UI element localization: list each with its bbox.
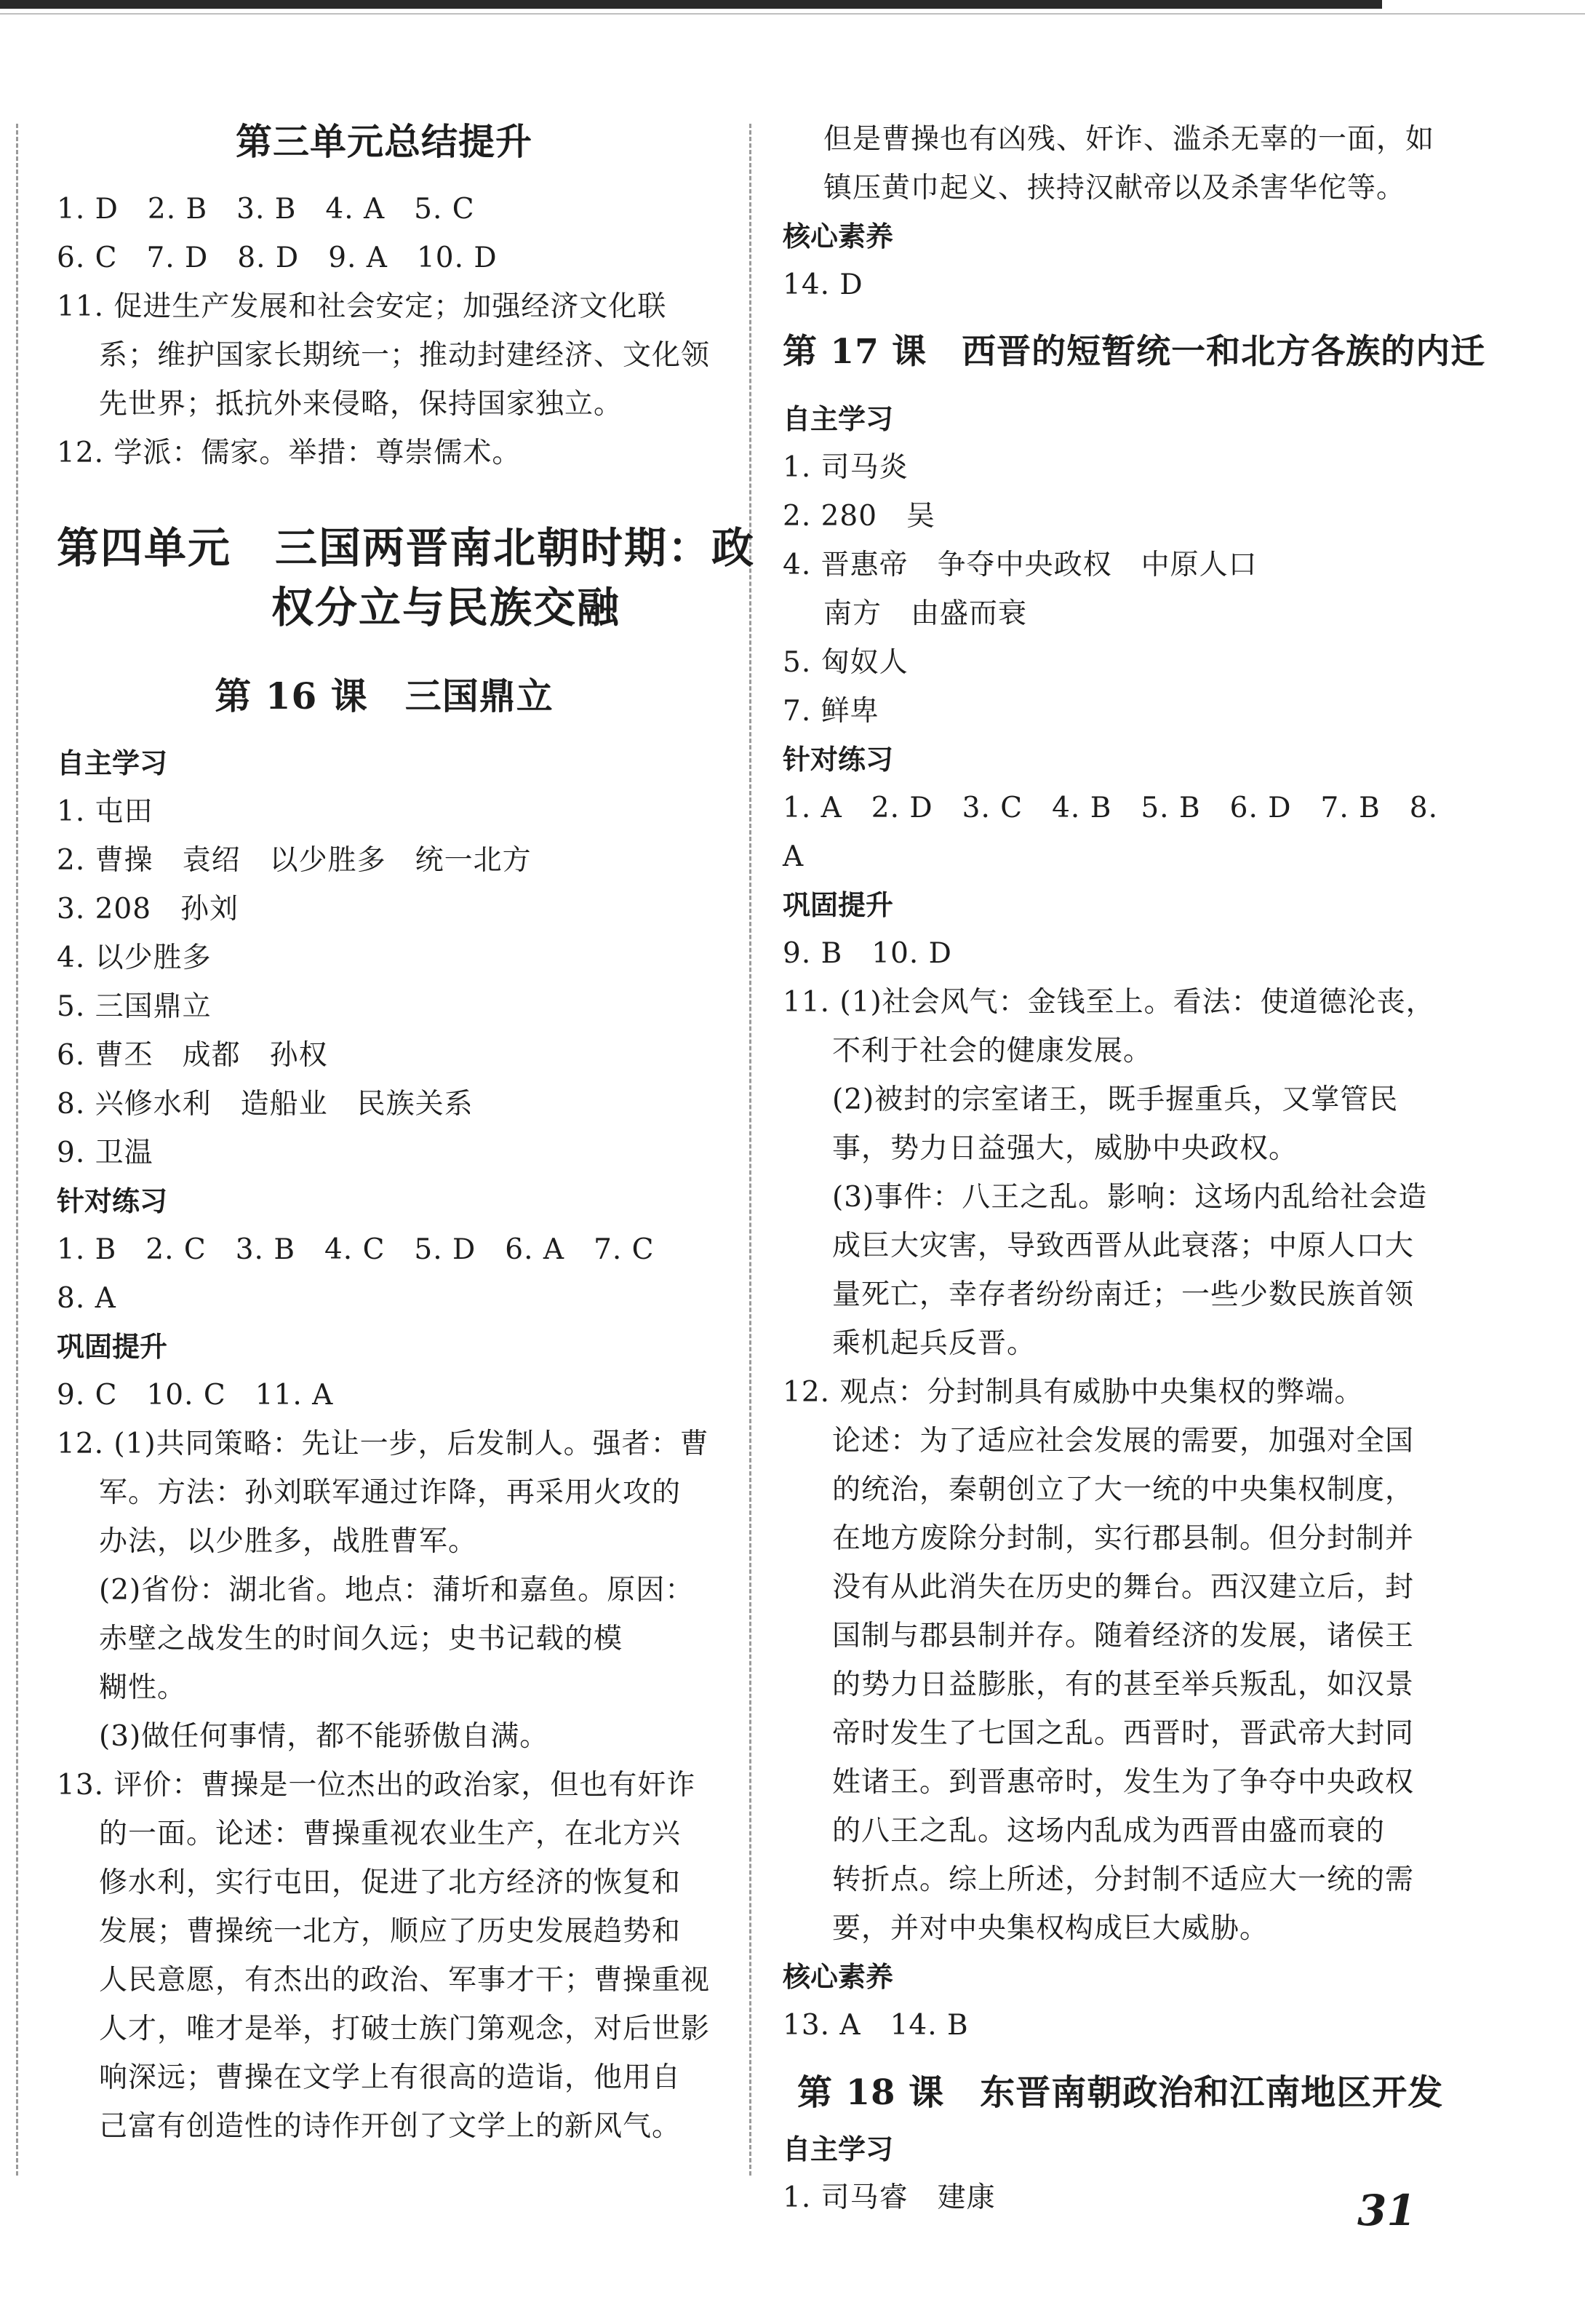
answer-line: 量死亡，幸存者纷纷南迁；一些少数民族首领 bbox=[832, 1278, 1415, 1311]
lesson16-title: 第 16 课 三国鼎立 bbox=[215, 674, 554, 717]
answer-line: 6. C 7. D 8. D 9. A 10. D bbox=[57, 242, 498, 274]
answer-line: 1. A 2. D 3. C 4. B 5. B 6. D 7. B 8. A bbox=[783, 792, 1448, 873]
answer-line: 2. 280 吴 bbox=[783, 500, 936, 533]
answer-line: 赤壁之战发生的时间久远；史书记载的模 bbox=[99, 1623, 623, 1655]
answer-line: 姓诸王。到晋惠帝时，发生为了争夺中央政权 bbox=[832, 1766, 1415, 1799]
answer-line: 系；维护国家长期统一；推动封建经济、文化领 bbox=[99, 339, 711, 372]
answer-line: 事，势力日益强大，威胁中央政权。 bbox=[832, 1132, 1298, 1165]
answer-line: 的势力日益膨胀，有的甚至举兵叛乱，如汉景 bbox=[832, 1668, 1415, 1701]
answer-line: 1. D 2. B 3. B 4. A 5. C bbox=[57, 193, 475, 226]
answer-line: 糊性。 bbox=[99, 1671, 187, 1704]
consolidate-heading: 巩固提升 bbox=[57, 1331, 168, 1363]
answer-line: 要，并对中央集权构成巨大威胁。 bbox=[832, 1912, 1269, 1945]
answer-line: 人才，唯才是举，打破士族门第观念，对后世影 bbox=[99, 2013, 711, 2045]
lesson18-title: 第 18 课 东晋南朝政治和江南地区开发 bbox=[797, 2072, 1444, 2113]
column-divider bbox=[749, 124, 751, 2176]
answer-line: 1. 司马炎 bbox=[783, 451, 909, 484]
answer-line: 人民意愿，有杰出的政治、军事才干；曹操重视 bbox=[99, 1964, 711, 1997]
answer-line: 12. 观点：分封制具有威胁中央集权的弊端。 bbox=[783, 1376, 1364, 1409]
page-number: 31 bbox=[1357, 2186, 1416, 2235]
answer-line: 11. 促进生产发展和社会安定；加强经济文化联 bbox=[57, 290, 667, 323]
unit4-title-cont: 权分立与民族交融 bbox=[271, 583, 621, 632]
answer-line: 5. 三国鼎立 bbox=[57, 990, 212, 1023]
answer-line: 4. 晋惠帝 争夺中央政权 中原人口 bbox=[783, 549, 1258, 581]
practice-heading: 针对练习 bbox=[783, 744, 894, 776]
answer-line: 先世界；抵抗外来侵略，保持国家独立。 bbox=[99, 388, 623, 421]
answer-line: 办法，以少胜多，战胜曹军。 bbox=[99, 1525, 478, 1558]
answer-line: 9. C 10. C 11. A bbox=[57, 1379, 334, 1412]
answer-line: 8. 兴修水利 造船业 民族关系 bbox=[57, 1088, 474, 1121]
answer-line: (3)做任何事情，都不能骄傲自满。 bbox=[99, 1720, 549, 1753]
answer-line: 转折点。综上所述，分封制不适应大一统的需 bbox=[832, 1863, 1415, 1896]
answer-line: 成巨大灾害，导致西晋从此衰落；中原人口大 bbox=[832, 1230, 1415, 1262]
answer-line: 12. (1)共同策略：先让一步，后发制人。强者：曹 bbox=[57, 1428, 709, 1460]
practice-heading: 针对练习 bbox=[57, 1185, 168, 1217]
core-literacy-heading: 核心素养 bbox=[783, 220, 894, 252]
answer-line: 己富有创造性的诗作开创了文学上的新风气。 bbox=[99, 2110, 682, 2143]
answer-line: 在地方废除分封制，实行郡县制。但分封制并 bbox=[832, 1522, 1415, 1555]
answer-line: 4. 以少胜多 bbox=[57, 942, 212, 974]
answer-line: 南方 由盛而衰 bbox=[823, 597, 1028, 630]
answer-line: 的八王之乱。这场内乱成为西晋由盛而衰的 bbox=[832, 1815, 1386, 1847]
top-rule-thin bbox=[0, 13, 1585, 15]
answer-line: 1. 屯田 bbox=[57, 795, 153, 828]
answer-line: 13. 评价：曹操是一位杰出的政治家，但也有奸诈 bbox=[57, 1769, 696, 1802]
top-rule bbox=[0, 0, 1382, 9]
self-study-heading: 自主学习 bbox=[783, 2133, 894, 2165]
answer-line: 1. 司马睿 建康 bbox=[783, 2181, 996, 2214]
answer-line: 6. 曹丕 成都 孙权 bbox=[57, 1039, 328, 1072]
answer-line: 5. 匈奴人 bbox=[783, 646, 909, 679]
answer-line: 乘机起兵反晋。 bbox=[832, 1327, 1037, 1360]
lesson17-title: 第 17 课 西晋的短暂统一和北方各族的内迁 bbox=[783, 332, 1486, 372]
answer-line: 修水利，实行屯田，促进了北方经济的恢复和 bbox=[99, 1866, 682, 1899]
answer-line: 3. 208 孙刘 bbox=[57, 893, 239, 926]
consolidate-heading: 巩固提升 bbox=[783, 889, 894, 921]
answer-line: 响深远；曹操在文学上有很高的造诣，他用自 bbox=[99, 2061, 682, 2094]
answer-line: 论述：为了适应社会发展的需要，加强对全国 bbox=[832, 1425, 1415, 1457]
answer-line: 但是曹操也有凶残、奸诈、滥杀无辜的一面，如 bbox=[823, 123, 1435, 156]
right-column bbox=[783, 116, 1486, 2222]
answer-line: 没有从此消失在历史的舞台。西汉建立后，封 bbox=[832, 1571, 1415, 1604]
unit4-title: 第四单元 三国两晋南北朝时期：政 bbox=[57, 523, 756, 573]
answer-line: 2. 曹操 袁绍 以少胜多 统一北方 bbox=[57, 844, 532, 877]
answer-line: 的一面。论述：曹操重视农业生产，在北方兴 bbox=[99, 1818, 682, 1850]
core-literacy-heading: 核心素养 bbox=[783, 1961, 894, 1993]
left-column bbox=[57, 109, 756, 2151]
unit3-summary-title: 第三单元总结提升 bbox=[236, 120, 532, 163]
answer-line: 帝时发生了七国之乱。西晋时，晋武帝大封同 bbox=[832, 1717, 1415, 1750]
answer-line: 镇压黄巾起义、挟持汉献帝以及杀害华佗等。 bbox=[823, 172, 1406, 204]
answer-line: 的统治，秦朝创立了大一统的中央集权制度， bbox=[832, 1473, 1415, 1506]
answer-line: 12. 学派：儒家。举措：尊崇儒术。 bbox=[57, 437, 522, 469]
self-study-heading: 自主学习 bbox=[57, 747, 168, 779]
answer-line: 9. 卫温 bbox=[57, 1137, 153, 1169]
self-study-heading: 自主学习 bbox=[783, 403, 894, 435]
answer-line: 不利于社会的健康发展。 bbox=[832, 1035, 1153, 1067]
answer-line: 9. B 10. D bbox=[783, 937, 952, 970]
answer-line: 军。方法：孙刘联军通过诈降，再采用火攻的 bbox=[99, 1476, 682, 1509]
answer-line: 11. (1)社会风气：金钱至上。看法：使道德沦丧， bbox=[783, 986, 1435, 1019]
answer-line: 7. 鲜卑 bbox=[783, 695, 879, 728]
binding-margin-line bbox=[16, 124, 18, 2176]
answer-line: 14. D bbox=[783, 268, 863, 301]
answer-line: (2)被封的宗室诸王，既手握重兵，又掌管民 bbox=[832, 1083, 1399, 1116]
answer-line: 13. A 14. B bbox=[783, 2009, 969, 2042]
answer-line: 1. B 2. C 3. B 4. C 5. D 6. A 7. C 8. A bbox=[57, 1233, 684, 1315]
answer-line: 发展；曹操统一北方，顺应了历史发展趋势和 bbox=[99, 1915, 682, 1948]
answer-line: 国制与郡县制并存。随着经济的发展，诸侯王 bbox=[832, 1620, 1415, 1652]
answer-line: (3)事件：八王之乱。影响：这场内乱给社会造 bbox=[832, 1181, 1428, 1214]
answer-line: (2)省份：湖北省。地点：蒲圻和嘉鱼。原因： bbox=[99, 1574, 695, 1607]
